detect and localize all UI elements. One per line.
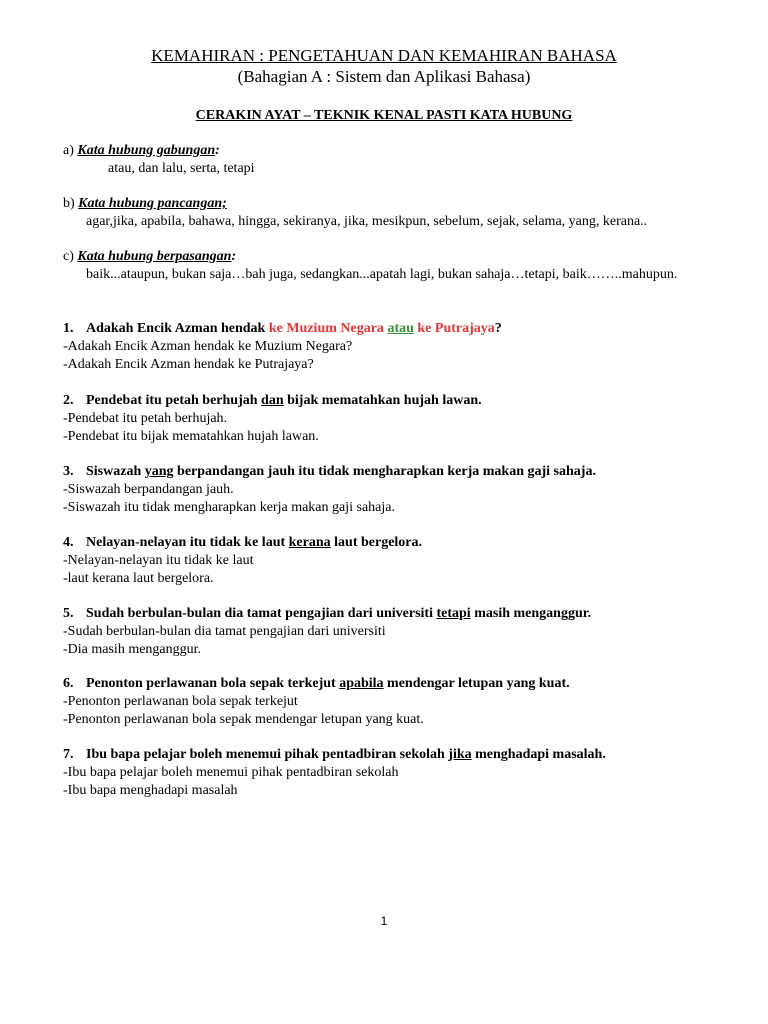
category-pancangan <box>63 195 705 231</box>
conjunction: tetapi <box>436 606 471 621</box>
question-number: 4. <box>63 535 74 550</box>
category-list: atau, dan lalu, serta, tetapi <box>108 161 255 176</box>
category-heading <box>63 142 705 160</box>
category-label: Kata hubung pancangan; <box>78 196 227 211</box>
question-5 <box>63 605 705 659</box>
question-text: menghadapi masalah. <box>471 747 606 762</box>
category-label: Kata hubung berpasangan <box>77 249 232 264</box>
question-text: berpandangan jauh itu tidak mengharapkan kerja makan gaji sahaja. <box>173 464 596 479</box>
question-sentence <box>63 746 705 764</box>
highlight-clause: ke Putrajaya <box>417 321 495 336</box>
conjunction: kerana <box>288 535 331 550</box>
question-sentence <box>63 605 705 623</box>
question-text: mendengar letupan yang kuat. <box>383 676 570 691</box>
breakdown-line: -Siswazah berpandangan jauh. <box>63 482 234 497</box>
question-text: Pendebat itu petah berhujah <box>86 393 262 408</box>
question-text: Sudah berbulan-bulan dia tamat pengajian dari universiti <box>86 606 437 621</box>
category-heading <box>63 195 705 213</box>
question-text: Adakah Encik Azman hendak <box>86 321 269 336</box>
category-list: baik...ataupun, bukan saja…bah juga, sedangkan...apatah lagi, bukan sahaja…tetapi, baik……..mahupun. <box>86 267 678 282</box>
conjunction: yang <box>144 464 174 479</box>
category-prefix: a) <box>63 143 78 158</box>
question-number: 6. <box>63 676 74 691</box>
category-suffix: : <box>231 249 237 264</box>
conjunction: dan <box>261 393 284 408</box>
breakdown-line: -Ibu bapa menghadapi masalah <box>63 783 238 798</box>
breakdown-line: -Ibu bapa pelajar boleh menemui pihak pentadbiran sekolah <box>63 765 399 780</box>
question-text: bijak mematahkan hujah lawan. <box>283 393 482 408</box>
highlight-clause: ke Muzium Negara <box>268 321 384 336</box>
breakdown-line: -Sudah berbulan-bulan dia tamat pengajian dari universiti <box>63 624 386 639</box>
conjunction: atau <box>387 321 414 336</box>
question-text: masih menganggur. <box>470 606 592 621</box>
conjunction: jika <box>448 747 472 762</box>
question-7 <box>63 746 705 800</box>
question-4 <box>63 534 705 588</box>
breakdown-line: -Adakah Encik Azman hendak ke Muzium Negara? <box>63 339 353 354</box>
category-label: Kata hubung gabungan <box>77 143 216 158</box>
question-text: ? <box>494 321 502 336</box>
breakdown-line: -Siswazah itu tidak mengharapkan kerja makan gaji sahaja. <box>63 500 395 515</box>
category-berpasangan <box>63 248 705 284</box>
section-heading: CERAKIN AYAT – TEKNIK KENAL PASTI KATA HUBUNG <box>195 108 573 123</box>
question-sentence <box>63 534 705 552</box>
page-subtitle: (Bahagian A : Sistem dan Aplikasi Bahasa) <box>237 67 531 86</box>
page-title: KEMAHIRAN : PENGETAHUAN DAN KEMAHIRAN BAHASA <box>151 46 617 65</box>
question-number: 7. <box>63 747 74 762</box>
question-number: 5. <box>63 606 74 621</box>
category-list: agar,jika, apabila, bahawa, hingga, sekiranya, jika, mesikpun, sebelum, sejak, selama, yang, kerana.. <box>86 214 648 229</box>
question-2 <box>63 392 705 446</box>
question-1 <box>63 320 705 374</box>
question-number: 3. <box>63 464 74 479</box>
conjunction: apabila <box>339 676 384 691</box>
question-6 <box>63 675 705 729</box>
breakdown-line: -Dia masih menganggur. <box>63 642 202 657</box>
page-number: 1 <box>380 914 388 928</box>
category-heading <box>63 248 705 266</box>
breakdown-line: -Penonton perlawanan bola sepak terkejut <box>63 694 298 709</box>
question-number: 2. <box>63 393 74 408</box>
breakdown-line: -laut kerana laut bergelora. <box>63 571 214 586</box>
breakdown-line: -Adakah Encik Azman hendak ke Putrajaya? <box>63 357 314 372</box>
question-text: laut bergelora. <box>330 535 423 550</box>
question-sentence <box>63 392 705 410</box>
question-sentence <box>63 675 705 693</box>
breakdown-line: -Pendebat itu bijak mematahkan hujah lawan. <box>63 429 319 444</box>
question-sentence <box>63 320 705 338</box>
question-text: Nelayan-nelayan itu tidak ke laut <box>86 535 289 550</box>
question-sentence <box>63 463 705 481</box>
breakdown-line: -Pendebat itu petah berhujah. <box>63 411 228 426</box>
category-prefix: b) <box>63 196 79 211</box>
breakdown-line: -Penonton perlawanan bola sepak mendengar letupan yang kuat. <box>63 712 424 727</box>
question-3 <box>63 463 705 517</box>
category-suffix: : <box>215 143 220 158</box>
question-text: Ibu bapa pelajar boleh menemui pihak pentadbiran sekolah <box>86 747 449 762</box>
breakdown-line: -Nelayan-nelayan itu tidak ke laut <box>63 553 254 568</box>
question-number: 1. <box>63 321 74 336</box>
question-text: Penonton perlawanan bola sepak terkejut <box>86 676 340 691</box>
category-gabungan <box>63 142 705 178</box>
category-prefix: c) <box>63 249 78 264</box>
question-text: Siswazah <box>86 464 145 479</box>
